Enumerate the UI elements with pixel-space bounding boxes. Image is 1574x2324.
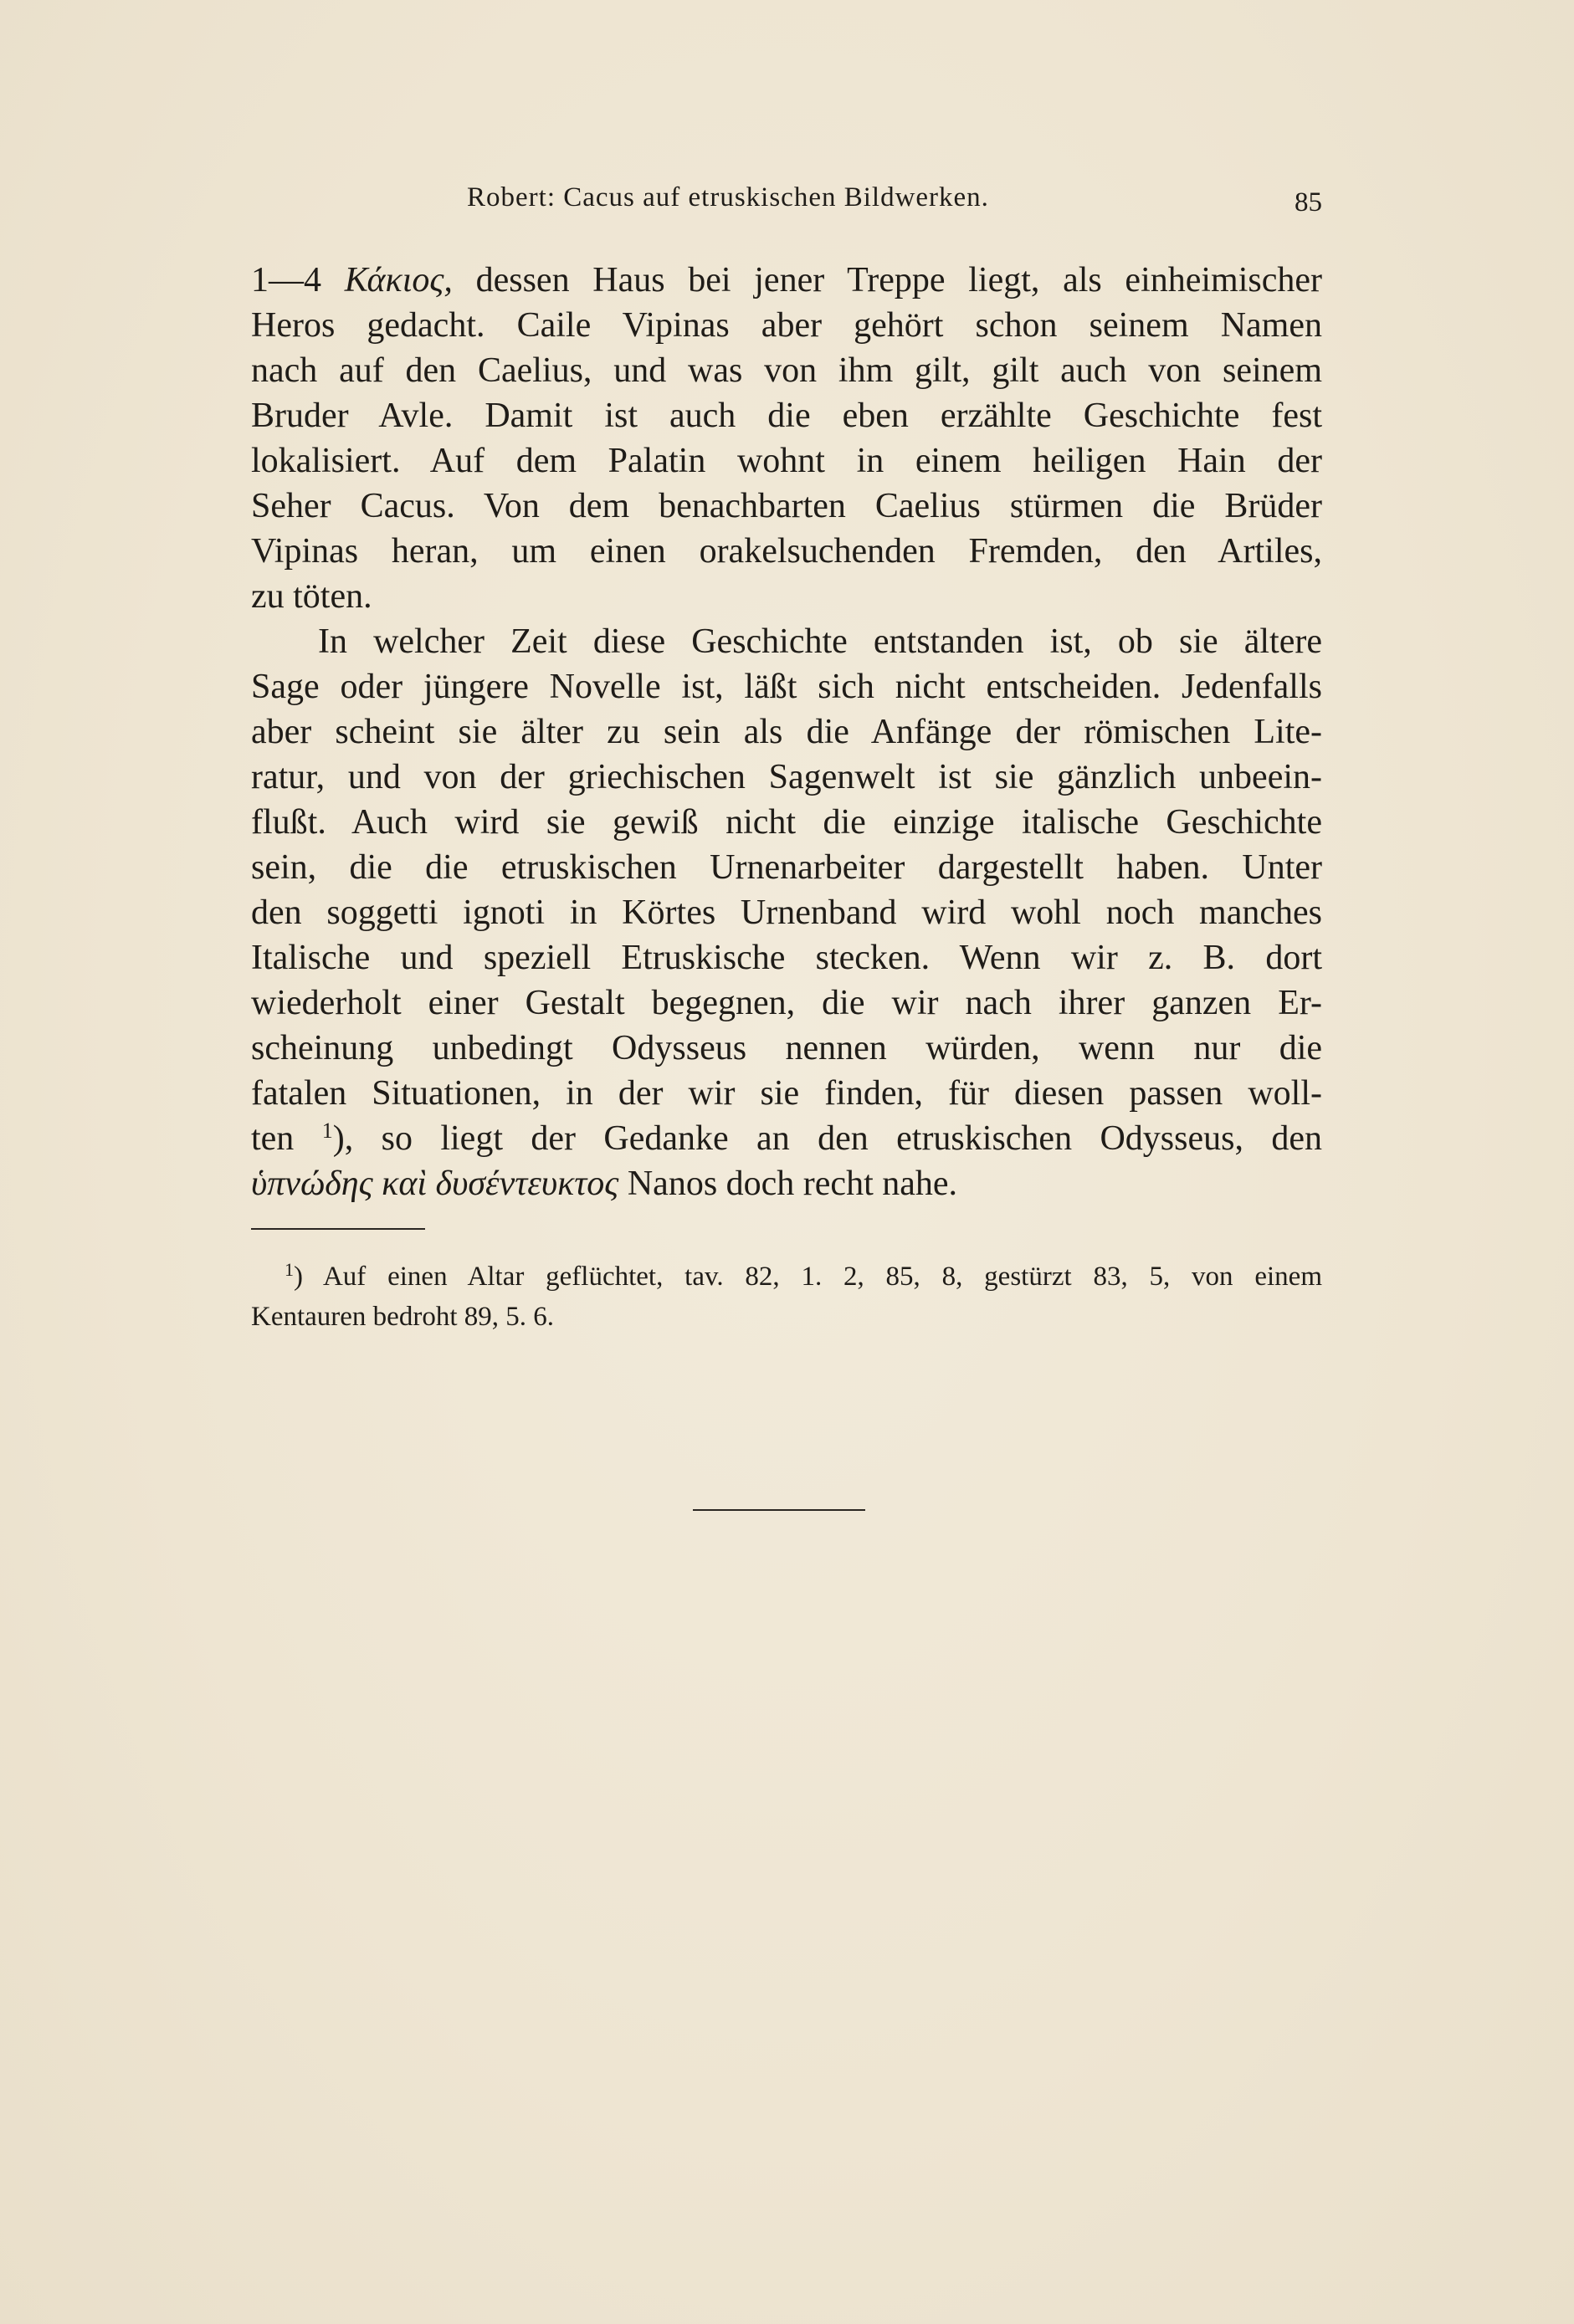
text-line: wiederholt einer Gestalt begegnen, die wir nach ihrer ganzen Er-: [251, 984, 1322, 1022]
text-line: 1—4 Κάκιος, dessen Haus bei jener Treppe liegt, als einheimischer: [251, 261, 1322, 299]
footnote-line: Kentauren bedroht 89, 5. 6.: [251, 1302, 554, 1332]
text-line: lokalisiert. Auf dem Palatin wohnt in einem heiligen Hain der: [251, 442, 1322, 480]
paragraph-1: [251, 258, 1322, 619]
body-text: [251, 258, 1322, 1206]
greek-phrase: ὑπνώδης καὶ δυσέντευκτος: [251, 1165, 619, 1203]
text-line: ὑπνώδης καὶ δυσέντευκτος Nanos doch recht nahe.: [251, 1165, 958, 1203]
paragraph-2: [251, 619, 1322, 1206]
footnote-number: 1: [285, 1259, 294, 1280]
page-number: 85: [1295, 187, 1322, 218]
text-line: In welcher Zeit diese Geschichte entstanden ist, ob sie ältere: [318, 622, 1322, 661]
text-line: Italische und speziell Etruskische stecken. Wenn wir z. B. dort: [251, 939, 1322, 977]
end-rule: [693, 1509, 865, 1511]
footnote-line: $^1$) Auf einen Altar geflüchtet, tav. 82, 1. 2, 85, 8, gestürzt 83, 5, von einem: [285, 1259, 1322, 1292]
text-line: den soggetti ignoti in Körtes Urnenband wird wohl noch manches: [251, 893, 1322, 932]
running-head: [251, 182, 1322, 224]
text-line: flußt. Auch wird sie gewiß nicht die einzige italische Geschichte: [251, 803, 1322, 842]
text-line: Sage oder jüngere Novelle ist, läßt sich nicht entscheiden. Jedenfalls: [251, 668, 1322, 706]
running-title: Robert: Cacus auf etruskischen Bildwerken.: [467, 182, 989, 212]
text-line: ten $^1$), so liegt der Gedanke an den etruskischen Odysseus, den: [251, 1118, 1322, 1158]
greek-word: Κάκιος,: [344, 261, 453, 299]
text-line: aber scheint sie älter zu sein als die Anfänge der römischen Lite-: [251, 713, 1322, 751]
text-line: Heros gedacht. Caile Vipinas aber gehört schon seinem Namen: [251, 306, 1322, 345]
footnote-marker[interactable]: 1: [321, 1118, 333, 1143]
text-line: Seher Cacus. Von dem benachbarten Caelius stürmen die Brüder: [251, 487, 1322, 525]
footnote-separator: [251, 1228, 425, 1230]
text-line: Bruder Avle. Damit ist auch die eben erzählte Geschichte fest: [251, 397, 1322, 435]
text-line: nach auf den Caelius, und was von ihm gilt, gilt auch von seinem: [251, 351, 1322, 390]
text-line: Vipinas heran, um einen orakelsuchenden Fremden, den Artiles,: [251, 532, 1322, 571]
text-line: zu töten.: [251, 577, 372, 616]
text-line: fatalen Situationen, in der wir sie finden, für diesen passen woll-: [251, 1074, 1322, 1113]
footnotes: [251, 1257, 1322, 1337]
text-line: sein, die die etruskischen Urnenarbeiter dargestellt haben. Unter: [251, 848, 1322, 887]
text-line: ratur, und von der griechischen Sagenwelt ist sie gänzlich unbeein-: [251, 758, 1322, 796]
text-line: scheinung unbedingt Odysseus nennen würden, wenn nur die: [251, 1029, 1322, 1067]
